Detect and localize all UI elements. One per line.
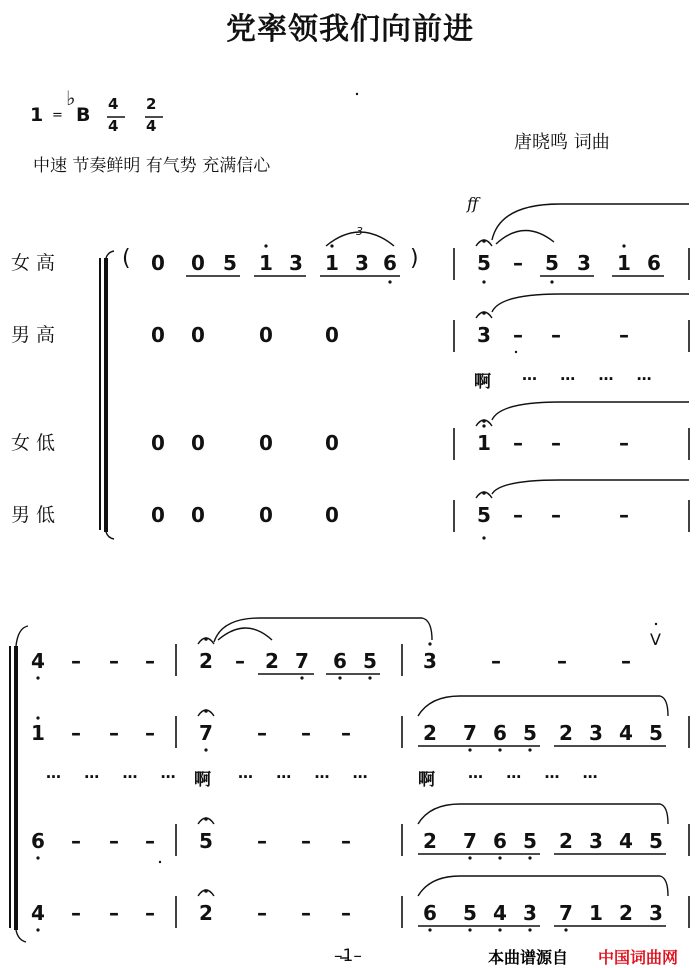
key-note: B xyxy=(76,104,91,126)
rest: 0 xyxy=(151,323,165,347)
system-1-barlines xyxy=(454,248,689,532)
rest: 0 xyxy=(259,503,273,527)
note: 5 xyxy=(363,649,377,673)
lyric-ellipsis: … … … … xyxy=(238,764,369,782)
part-label-bass: 男低 xyxy=(11,504,62,526)
lyric-ah: 啊 xyxy=(418,770,435,790)
dash: – xyxy=(257,721,267,745)
note: 2 xyxy=(199,901,213,925)
part-label-soprano: 女高 xyxy=(11,252,62,274)
note: 5 xyxy=(649,721,663,745)
lyric-ellipsis: … … … … xyxy=(468,764,599,782)
note: 7 xyxy=(295,649,309,673)
dash: – xyxy=(557,649,567,673)
note: 2 xyxy=(619,901,633,925)
dash: – xyxy=(513,503,523,527)
dash: – xyxy=(619,431,629,455)
system-1-slurs xyxy=(326,204,689,494)
part-label-alto: 女低 xyxy=(11,432,62,454)
note: 2 xyxy=(265,649,279,673)
meter-2-numerator: 2 xyxy=(146,95,157,113)
dash: – xyxy=(341,829,351,853)
note: 5 xyxy=(477,503,491,527)
note: 5 xyxy=(199,829,213,853)
meter-1-numerator: 4 xyxy=(108,95,119,113)
dash: – xyxy=(621,649,631,673)
dash: – xyxy=(145,901,155,925)
rest: 0 xyxy=(259,323,273,347)
dash: – xyxy=(513,431,523,455)
breath-mark: V xyxy=(650,630,661,649)
dash: – xyxy=(109,649,119,673)
dash: – xyxy=(341,721,351,745)
note: 3 xyxy=(523,901,537,925)
source-label: 本曲谱源自 xyxy=(488,948,569,967)
key-flat: ♭ xyxy=(66,86,76,110)
tuplet-number: 3 xyxy=(356,225,363,238)
dash: – xyxy=(71,901,81,925)
note: 4 xyxy=(619,721,633,745)
note: 3 xyxy=(589,721,603,745)
note: 1 xyxy=(31,721,45,745)
page-title: 党率领我们向前进 xyxy=(226,12,474,47)
rest: 0 xyxy=(151,431,165,455)
note: 4 xyxy=(31,649,45,673)
dash: – xyxy=(619,503,629,527)
rest: 0 xyxy=(325,431,339,455)
note: 4 xyxy=(493,901,507,925)
dash: – xyxy=(341,901,351,925)
lyric-ah: 啊 xyxy=(194,770,211,790)
author-credit: 唐晓鸣 词曲 xyxy=(514,132,610,153)
note: 5 xyxy=(523,829,537,853)
note: 6 xyxy=(423,901,437,925)
note: 7 xyxy=(199,721,213,745)
note: 2 xyxy=(199,649,213,673)
intro-paren-open: ( xyxy=(122,246,131,271)
dash: – xyxy=(109,721,119,745)
system-2-bracket xyxy=(10,626,28,942)
system-1-bracket xyxy=(100,251,114,539)
rest: 0 xyxy=(259,431,273,455)
note: 1 xyxy=(259,251,273,275)
dash: – xyxy=(71,829,81,853)
note: 0 xyxy=(151,251,165,275)
dash: – xyxy=(551,503,561,527)
dash: – xyxy=(301,829,311,853)
lyric-ellipsis: … … … … xyxy=(46,764,177,782)
note: 2 xyxy=(423,721,437,745)
dash: – xyxy=(513,323,523,347)
dash: – xyxy=(71,721,81,745)
lyric-ellipsis: … … … … xyxy=(522,366,653,384)
note: 4 xyxy=(619,829,633,853)
meter-2-denominator: 4 xyxy=(146,117,157,135)
dash: – xyxy=(109,829,119,853)
system-1-fermatas xyxy=(476,240,492,498)
dash: – xyxy=(257,829,267,853)
note: 6 xyxy=(31,829,45,853)
rest: 0 xyxy=(325,503,339,527)
dash: – xyxy=(513,251,523,275)
note: 1 xyxy=(617,251,631,275)
dash: – xyxy=(301,721,311,745)
dash: – xyxy=(235,649,245,673)
dash: – xyxy=(551,431,561,455)
page-number: –1– xyxy=(334,946,362,966)
note: 3 xyxy=(577,251,591,275)
note: 3 xyxy=(649,901,663,925)
dash: – xyxy=(145,829,155,853)
key-equals: = xyxy=(52,108,63,123)
note: 6 xyxy=(493,829,507,853)
note: 5 xyxy=(463,901,477,925)
note: 6 xyxy=(493,721,507,745)
note: 3 xyxy=(589,829,603,853)
note: 3 xyxy=(355,251,369,275)
rest: 0 xyxy=(191,431,205,455)
rest: 0 xyxy=(325,323,339,347)
note: 7 xyxy=(463,829,477,853)
note: 1 xyxy=(477,431,491,455)
tempo-marking: 中速 节奏鲜明 有气势 充满信心 xyxy=(33,156,271,176)
dynamic-marking: ff xyxy=(467,194,479,213)
dash: – xyxy=(491,649,501,673)
system-2-fermatas xyxy=(198,638,214,896)
dash: – xyxy=(145,649,155,673)
dash: – xyxy=(301,901,311,925)
intro-paren-close: ) xyxy=(410,246,419,271)
system-2-beams xyxy=(258,674,666,926)
note: 2 xyxy=(423,829,437,853)
note: 7 xyxy=(463,721,477,745)
note: 3 xyxy=(423,649,437,673)
note: 2 xyxy=(559,829,573,853)
note: 5 xyxy=(223,251,237,275)
meter-1-denominator: 4 xyxy=(108,117,119,135)
note: 5 xyxy=(523,721,537,745)
site-name: 中国词曲网 xyxy=(598,948,679,967)
rest: 0 xyxy=(191,503,205,527)
dash: – xyxy=(551,323,561,347)
part-label-tenor: 男高 xyxy=(11,324,62,346)
note: 1 xyxy=(325,251,339,275)
note: 6 xyxy=(647,251,661,275)
note: 5 xyxy=(649,829,663,853)
note: 3 xyxy=(477,323,491,347)
rest: 0 xyxy=(191,323,205,347)
dash: – xyxy=(619,323,629,347)
dash: – xyxy=(71,649,81,673)
system-2-barlines xyxy=(176,644,689,928)
note: 7 xyxy=(559,901,573,925)
note: 5 xyxy=(545,251,559,275)
note: 5 xyxy=(477,251,491,275)
note: 0 xyxy=(191,251,205,275)
note: 1 xyxy=(589,901,603,925)
note: 3 xyxy=(289,251,303,275)
rest: 0 xyxy=(151,503,165,527)
key-do: 1 xyxy=(30,104,44,126)
note: 6 xyxy=(383,251,397,275)
note: 4 xyxy=(31,901,45,925)
dash: – xyxy=(145,721,155,745)
lyric-ah: 啊 xyxy=(474,372,491,392)
note: 6 xyxy=(333,649,347,673)
note: 2 xyxy=(559,721,573,745)
dash: – xyxy=(109,901,119,925)
dash: – xyxy=(257,901,267,925)
